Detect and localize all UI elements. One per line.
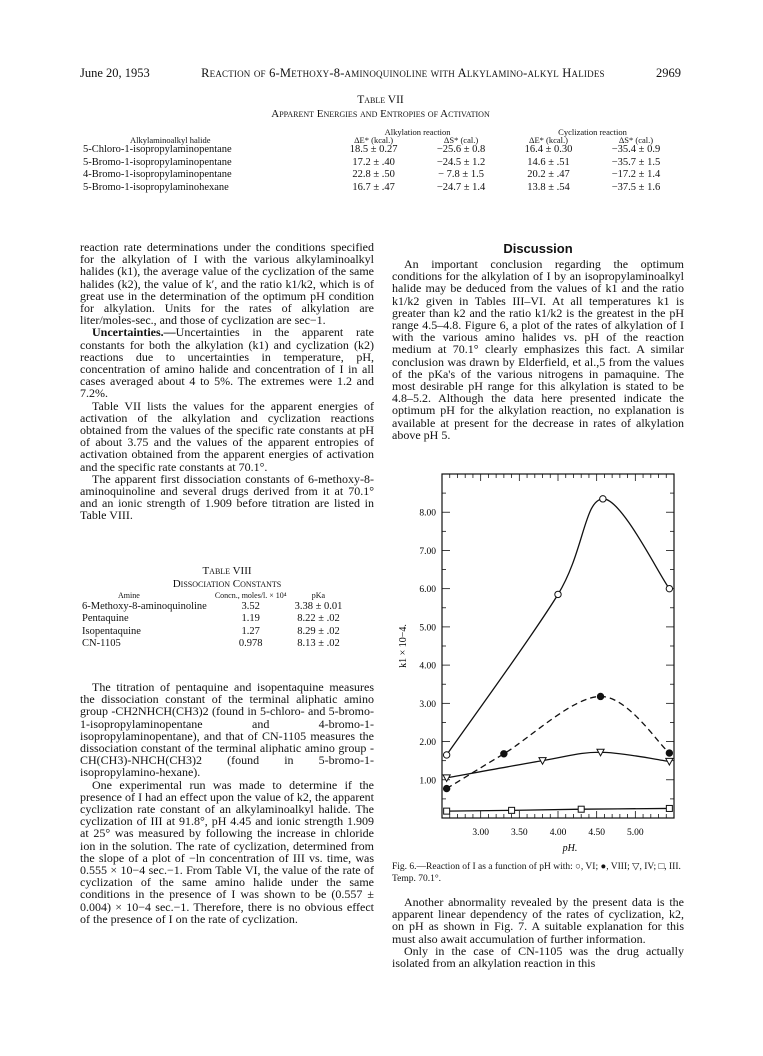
- table7-group-alkylation: Alkylation reaction: [384, 127, 451, 137]
- table8-row-cell: Isopentaquine: [82, 625, 141, 637]
- header-title: Reaction of 6-Methoxy-8-aminoquinoline with Alkylamino-alkyl Halides: [201, 66, 605, 80]
- y-tick-label: 5.00: [419, 623, 436, 634]
- table7-header-row: [80, 136, 680, 144]
- table7-group-cyclization: Cyclization reaction: [558, 127, 627, 137]
- right-paragraph-3: Only in the case of CN-1105 was the drug actually isolated from an alkylation reaction in this: [392, 943, 684, 971]
- data-point-open-square: [509, 807, 515, 813]
- table7-row-cell: −37.5 ± 1.6: [611, 181, 661, 193]
- x-axis-label: pH.: [562, 843, 578, 854]
- left-paragraph-1: reaction rate determinations under the conditions specified for the alkylation of I with the various alkylaminoalkyl halides (k1), the average value of the cyclization of the same halides (k2), the value of k′, and the ratio k1/k2, which is of great use in the determination of the optimum pH condition for alkylation. Units for the rates of alkylation are liter/moles-sec., and those of cyclization are sec−1.: [80, 240, 374, 328]
- left-paragraph-6: One experimental run was made to determine if the presence of I had an effect upon the value of k2, the apparent cyclization rate constant of an alkylaminoalkyl halide. The cyclization of III at 91.8°, pH 4.45 and ionic strength 1.909 at 25° was measured by following the increase in chloride ion in the solution. The rate of cyclization, determined from the slope of a plot of −ln concentration of III vs. time, was 0.555 × 10−4 sec.−1. From Table VI, the value of the rate of cyclization of the same amino halide under the same conditions in the presence of I was shown to be (0.557 ± 0.004) × 10−4 sec.−1. Therefore, there is no obvious effect of the presence of I on the rate of cyclization.: [80, 777, 374, 926]
- table8: [78, 592, 346, 651]
- left-paragraph-5: The titration of pentaquine and isopentaquine measures the dissociation constant of the terminal aliphatic amino group -CH2NHCH(CH3)2 (found in 5-chloro- and 5-bromo-1-isopropylaminopentane and 4-bromo-1-isopropylaminopentane), and that of CN-1105 measures the dissociation constant of the terminal aliphatic amino group -CH(CH3)-NHCH(CH3)2 (found in 5-bromo-1-isopropylamino-hexane).: [80, 680, 374, 780]
- table8-subcaption: Dissociation Constants: [172, 578, 282, 590]
- table8-row-cell: 8.13 ± .02: [297, 638, 340, 649]
- table7-row-cell: 17.2 ± .40: [352, 156, 395, 168]
- right-paragraph-2: Another abnormality revealed by the present data is the apparent linear dependency of the rates of cyclization, k2, on pH as shown in Fig. 7. A suitable explanation for this must also await accumulation of further information.: [392, 895, 684, 946]
- table7-row-cell: 14.6 ± .51: [527, 156, 570, 168]
- table7-col-s1: ΔS* (cal.): [443, 135, 479, 145]
- table8-row: [78, 613, 346, 626]
- table7-col-e1: ΔE* (kcal.): [354, 135, 394, 145]
- table7-col-s2: ΔS* (cal.): [618, 135, 654, 145]
- table7-row-cell: − 7.8 ± 1.5: [438, 169, 484, 180]
- left-column: [80, 241, 374, 522]
- table7-row-cell: −17.2 ± 1.4: [611, 169, 661, 180]
- data-point-open-square: [666, 805, 672, 811]
- table7-row-cell: 13.8 ± .54: [527, 181, 570, 193]
- table7-row-cell: 20.2 ± .47: [527, 169, 570, 180]
- table8-row: [78, 626, 346, 639]
- data-point-filled-circle: [501, 751, 507, 757]
- table7-row-cell: 5-Chloro-1-isopropylaminopentane: [83, 144, 232, 155]
- table7-row-cell: 5-Bromo-1-isopropylaminopentane: [83, 156, 232, 168]
- table8-row-cell: Pentaquine: [82, 613, 129, 624]
- table7-row-cell: 18.5 ± 0.27: [349, 144, 398, 155]
- data-point-open-triangle: [443, 775, 450, 782]
- table7-row-cell: −24.5 ± 1.2: [436, 156, 486, 168]
- data-point-filled-circle: [597, 693, 603, 699]
- header-date: June 20, 1953: [80, 66, 150, 80]
- table8-row: [78, 638, 346, 651]
- table7-row: [80, 157, 680, 170]
- left-paragraph-4: The apparent first dissociation constants of 6-methoxy-8-aminoquinoline and several drugs derived from it at 70.1° and an ionic strength of 1.909 before titration are listed in Table VIII.: [80, 471, 374, 523]
- table8-row-cell: 3.38 ± 0.01: [294, 600, 343, 612]
- table8-row-cell: 0.978: [238, 638, 263, 649]
- table7-row-cell: 4-Bromo-1-isopropylaminopentane: [83, 169, 232, 180]
- table7-row: [80, 169, 680, 182]
- table7: [80, 128, 680, 194]
- data-point-open-circle: [666, 585, 672, 591]
- right-paragraph-1: An important conclusion regarding the optimum conditions for the alkylation of I by an isopropylaminoalkyl halide may be deduced from the values of k1 and the ratio k1/k2 given in Tables III–VI. At all temperatures k1 is greater than k2 and the ratio k1/k2 is the greatest in the pH range 4.5–4.8. Figure 6, a plot of the rates of alkylation of I with the various amino halides vs. pH of the reaction medium at 70.1° clearly emphasizes this fact. A similar conclusion was drawn by Elderfield, et al.,5 from the values of the pKa's of the various nitrogens in pamaquine. The most desirable pH range for this alkylation is stated to be 4.8–5.2. Although the data here presented indicate the optimum pH for the alkylation reaction, no explanation is available at present for the decrease in rates of alkylation above pH 5.: [392, 257, 684, 442]
- table7-subcaption: Apparent Energies and Entropies of Activation: [271, 108, 490, 120]
- table8-row-cell: CN-1105: [82, 638, 121, 649]
- table8-row-cell: 3.52: [241, 600, 260, 612]
- data-point-open-square: [444, 808, 450, 814]
- y-tick-label: 1.00: [419, 776, 436, 787]
- table8-row: [78, 601, 346, 614]
- table7-row: [80, 182, 680, 195]
- x-tick-label: 4.50: [588, 828, 605, 838]
- y-tick-label: 8.00: [419, 508, 436, 519]
- table7-col-halide: Alkylaminoalkyl halide: [130, 135, 211, 145]
- data-point-open-circle: [600, 496, 606, 502]
- y-tick-label: 2.00: [419, 738, 436, 749]
- page-header: [80, 66, 681, 81]
- left-paragraph-3: Table VII lists the values for the apparent energies of activation of the alkylation and cyclization reactions obtained from the values of the specific rate constants at pH of about 3.75 and the values of the apparent entropies of activation obtained from the apparent energies of activation and the specific rate constants at 70.1°.: [80, 398, 374, 474]
- series-line: [447, 808, 670, 811]
- figure-6-chart: [392, 468, 684, 858]
- table7-row-cell: −35.4 ± 0.9: [611, 144, 661, 155]
- left-paragraph-2: Uncertainties in the apparent rate constants for both the alkylation (k1) and cyclization (k2) reactions due to uncertainties in temperature, pH, concentration of amino halide and concentration of I in all cases averaged about 4 to 5%. The extremes were 1.2 and 7.2%.: [80, 325, 374, 401]
- x-tick-label: 3.00: [472, 828, 489, 838]
- header-page-number: 2969: [656, 66, 681, 80]
- table8-row-cell: 8.29 ± .02: [297, 625, 340, 637]
- data-point-open-circle: [555, 591, 561, 597]
- data-point-open-triangle: [666, 758, 673, 765]
- left-column-lower: [80, 681, 374, 925]
- table8-row-cell: 1.19: [241, 613, 260, 624]
- table7-row-cell: 5-Bromo-1-isopropylaminohexane: [83, 181, 229, 193]
- table8-col-conc: Concn., moles/l. × 10⁴: [214, 591, 287, 600]
- y-tick-label: 4.00: [419, 661, 436, 672]
- table8-row-cell: 6-Methoxy-8-aminoquinoline: [82, 600, 207, 612]
- data-point-open-circle: [443, 752, 449, 758]
- y-tick-label: 3.00: [419, 699, 436, 710]
- table7-row-cell: 22.8 ± .50: [352, 169, 395, 180]
- y-tick-label: 6.00: [419, 585, 436, 596]
- data-point-filled-circle: [666, 750, 672, 756]
- plot-frame: [442, 474, 674, 818]
- series-line: [447, 752, 670, 778]
- figure-6-caption: Fig. 6.—Reaction of I as a function of pH with: ○, VI; ●, VIII; ▽, IV; □, III. Temp. 70.1°.: [392, 862, 681, 884]
- x-tick-label: 5.00: [627, 828, 644, 838]
- data-point-open-square: [578, 806, 584, 812]
- table7-col-e2: ΔE* (kcal.): [529, 135, 568, 145]
- table8-caption: Table VIII: [202, 565, 252, 577]
- table7-caption: Table VII: [357, 94, 404, 106]
- table7-row-cell: −24.7 ± 1.4: [436, 181, 486, 193]
- table7-row-cell: −35.7 ± 1.5: [611, 156, 661, 168]
- y-axis-label: k1 × 10−4.: [398, 624, 409, 668]
- data-point-filled-circle: [443, 785, 449, 791]
- uncertainties-heading: Uncertainties.—: [92, 325, 176, 340]
- series-line: [447, 696, 670, 788]
- table7-row-cell: 16.7 ± .47: [352, 181, 395, 193]
- right-column-lower: [392, 896, 684, 969]
- x-tick-label: 3.50: [511, 828, 528, 838]
- table7-row: [80, 144, 680, 157]
- table7-row-cell: −25.6 ± 0.8: [436, 144, 486, 155]
- table8-col-amine: Amine: [118, 591, 140, 600]
- x-tick-label: 4.00: [549, 828, 567, 838]
- y-tick-label: 7.00: [419, 546, 436, 557]
- table8-header-row: [78, 592, 346, 601]
- table8-row-cell: 1.27: [241, 625, 260, 637]
- table7-row-cell: 16.4 ± 0.30: [524, 144, 573, 155]
- discussion-heading: Discussion: [503, 241, 573, 256]
- table8-col-pka: pKa: [311, 591, 326, 600]
- table8-row-cell: 8.22 ± .02: [297, 613, 340, 624]
- right-column: [392, 258, 684, 441]
